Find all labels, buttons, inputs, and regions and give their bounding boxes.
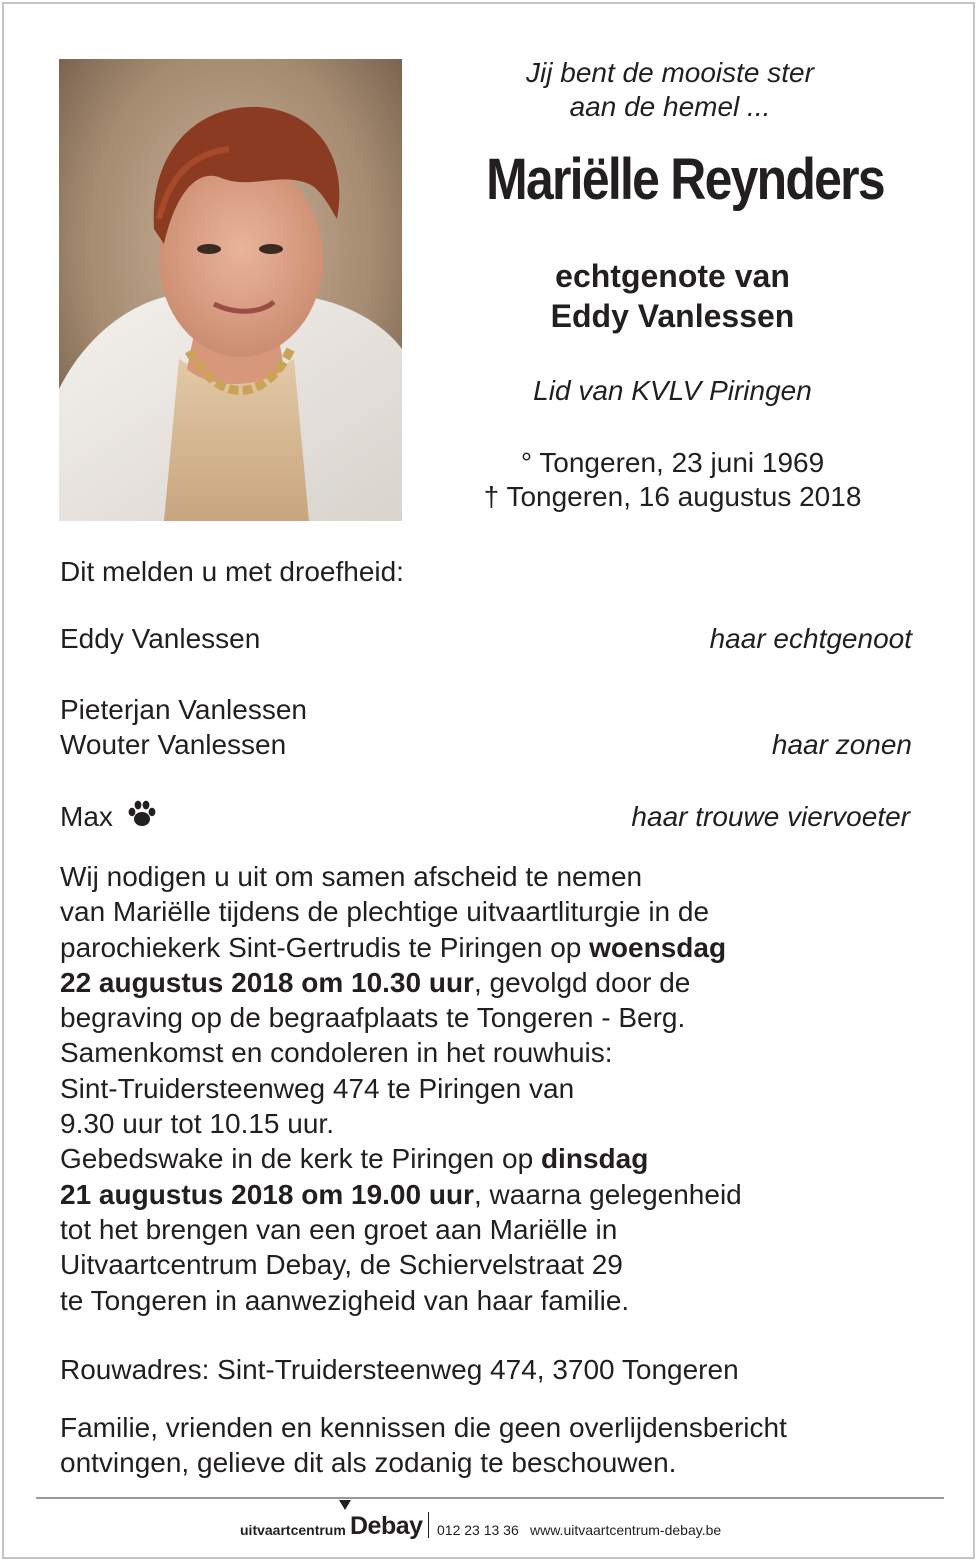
triangle-icon	[339, 1500, 351, 1510]
text-line	[60, 965, 920, 1000]
pet-name: Max	[60, 801, 113, 832]
text-line: ontvingen, gelieve dit als zodanig te beschouwen.	[60, 1447, 677, 1478]
text-line: tot het brengen van een groet aan Mariëlle in	[60, 1213, 618, 1245]
brand-small: uitvaartcentrum	[240, 1522, 346, 1538]
text-span: parochiekerk Sint-Gertrudis te Piringen op	[60, 931, 590, 963]
spouse-block	[440, 256, 905, 336]
wake-day: dinsdag	[540, 1143, 649, 1175]
text-line	[60, 930, 920, 965]
quote	[440, 56, 900, 124]
text-line: begraving op de begraafplaats te Tongeren - Berg.	[60, 1002, 686, 1034]
brand-logo: Debay	[350, 1512, 423, 1540]
footer-divider	[36, 1497, 944, 1499]
text-line: Familie, vrienden en kennissen die geen overlijdensbericht	[60, 1412, 787, 1443]
family-relation: haar echtgenoot	[709, 623, 912, 654]
ceremony-datetime: 22 augustus 2018 om 10.30 uur	[60, 966, 474, 998]
membership: Lid van KVLV Piringen	[533, 375, 812, 406]
pet-line	[60, 800, 157, 836]
text-line: Wij nodigen u uit om samen afscheid te nemen	[60, 861, 643, 892]
text-line: te Tongeren in aanwezigheid van haar familie.	[60, 1284, 630, 1316]
text-span: , waarna gelegenheid	[473, 1178, 742, 1210]
footer	[0, 1512, 980, 1542]
text-line: 9.30 uur tot 10.15 uur.	[60, 1108, 334, 1140]
family-relation: haar trouwe viervoeter	[631, 801, 910, 832]
family-member-name: Pieterjan Vanlessen	[60, 694, 307, 725]
dates	[430, 446, 915, 514]
phone-number: 012 23 13 36	[437, 1522, 519, 1538]
paw-icon	[127, 800, 157, 836]
text-line	[60, 1177, 920, 1212]
text-line: Samenkomst en condoleren in het rouwhuis:	[60, 1037, 613, 1069]
text-span: Gebedswake in de kerk te Piringen op	[60, 1143, 541, 1175]
text-line: van Mariëlle tijdens de plechtige uitvaartliturgie in de	[60, 896, 710, 928]
family-relation: haar zonen	[771, 729, 912, 760]
website-link[interactable]: www.uitvaartcentrum-debay.be	[530, 1522, 722, 1538]
footer-separator	[428, 1512, 429, 1538]
quote-line: aan de hemel ...	[569, 91, 771, 122]
text-line	[60, 1141, 920, 1176]
wake-datetime: 21 augustus 2018 om 19.00 uur	[60, 1178, 474, 1210]
closing-text	[60, 1410, 787, 1480]
family-member-name: Wouter Vanlessen	[60, 729, 287, 760]
text-line: Uitvaartcentrum Debay, de Schiervelstraat 29	[60, 1249, 623, 1281]
spouse-label: echtgenote van	[555, 258, 790, 294]
text-line: Sint-Truidersteenweg 474 te Piringen van	[60, 1072, 575, 1104]
deceased-name: Mariëlle Reynders	[486, 147, 884, 212]
portrait-photo	[59, 59, 402, 521]
birth-date: ° Tongeren, 23 juni 1969	[520, 447, 825, 478]
ceremony-day: woensdag	[589, 931, 727, 963]
family-member-name: Eddy Vanlessen	[60, 623, 261, 654]
ceremony-text	[60, 859, 920, 1318]
quote-line: Jij bent de mooiste ster	[526, 57, 814, 88]
text-span: , gevolgd door de	[473, 966, 691, 998]
announce-text: Dit melden u met droefheid:	[60, 556, 404, 587]
spouse-name: Eddy Vanlessen	[550, 298, 795, 334]
death-date: † Tongeren, 16 augustus 2018	[483, 481, 862, 512]
mourning-address: Rouwadres: Sint-Truidersteenweg 474, 3700 Tongeren	[60, 1354, 739, 1385]
